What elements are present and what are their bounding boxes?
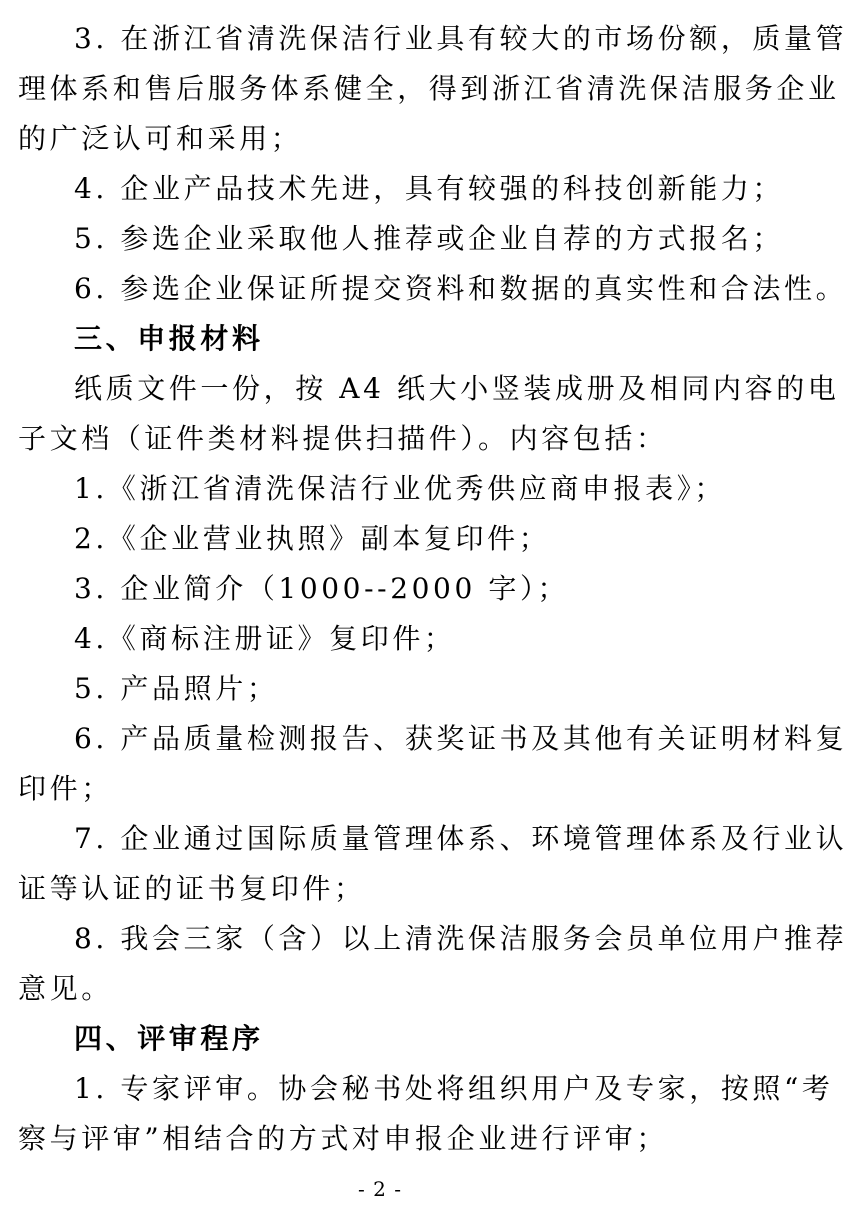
text-line-material-8-a: 8. 我会三家（含）以上清洗保洁服务会员单位用户推荐 [74, 922, 847, 955]
text-line-criteria-4: 4. 企业产品技术先进，具有较强的科技创新能力； [74, 172, 785, 205]
text-line-criteria-3-c: 的广泛认可和采用； [18, 122, 303, 155]
text-line-materials-intro-a: 纸质文件一份，按 A4 纸大小竖装成册及相同内容的电 [74, 372, 840, 405]
text-line-material-6-a: 6. 产品质量检测报告、获奖证书及其他有关证明材料复 [74, 722, 847, 755]
text-line-material-8-b: 意见。 [18, 972, 113, 1005]
text-line-materials-intro-b: 子文档（证件类材料提供扫描件）。内容包括： [18, 422, 668, 455]
text-line-material-4: 4.《商标注册证》复印件； [74, 622, 456, 655]
text-line-material-2: 2.《企业营业执照》副本复印件； [74, 522, 551, 555]
page-number: - 2 - [358, 1177, 402, 1201]
section-heading-materials: 三、申报材料 [74, 322, 264, 355]
text-line-review-1-b: 察与评审”相结合的方式对申报企业进行评审； [18, 1122, 668, 1155]
text-line-criteria-6: 6. 参选企业保证所提交资料和数据的真实性和合法性。 [74, 272, 847, 305]
text-line-review-1-a: 1. 专家评审。协会秘书处将组织用户及专家，按照“考 [74, 1072, 834, 1105]
text-line-material-1: 1.《浙江省清洗保洁行业优秀供应商申报表》； [74, 472, 726, 505]
text-line-material-7-a: 7. 企业通过国际质量管理体系、环境管理体系及行业认 [74, 822, 847, 855]
section-heading-review: 四、评审程序 [74, 1022, 264, 1055]
text-line-criteria-5: 5. 参选企业采取他人推荐或企业自荐的方式报名； [74, 222, 785, 255]
text-line-material-7-b: 证等认证的证书复印件； [18, 872, 366, 905]
text-line-material-6-b: 印件； [18, 772, 113, 805]
text-line-criteria-3-b: 理体系和售后服务体系健全，得到浙江省清洗保洁服务企业 [18, 72, 840, 105]
text-line-material-5: 5. 产品照片； [74, 672, 279, 705]
text-line-criteria-3-a: 3. 在浙江省清洗保洁行业具有较大的市场份额，质量管 [74, 22, 847, 55]
text-line-material-3: 3. 企业简介（1000--2000 字）； [74, 572, 570, 605]
